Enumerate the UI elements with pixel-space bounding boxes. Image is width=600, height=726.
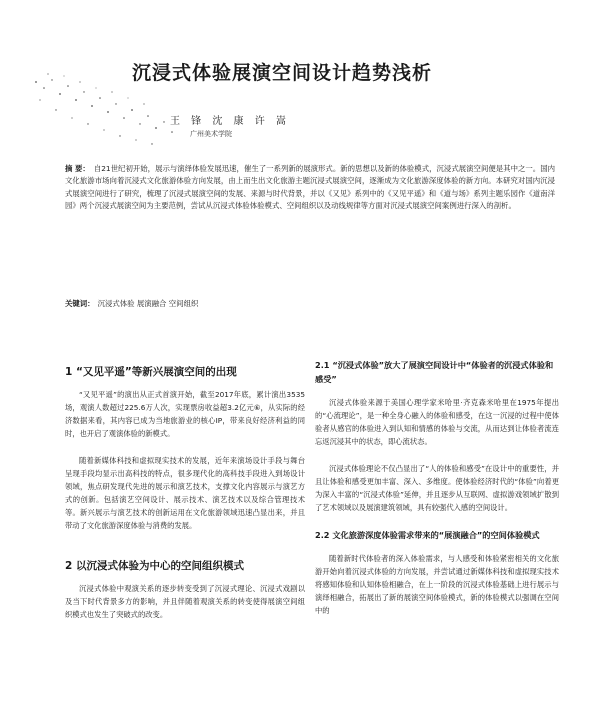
section-2-2-heading: 2.2 文化旅游深度体验需求带来的“展演融合”的空间体验模式 xyxy=(315,530,540,540)
section-1-paragraph-2: 随着新媒体科技和虚拟现实技术的发展，近年来演场设计手段与舞台呈现手段均显示出高科技的特点，很多现代化的高科技手段进入到场设计领域，焦点研发现代先进的展示和演艺技术，支撑文化内容展示与演艺方式的创新。包括演艺空间设计、展示技术、演艺技术以及综合管理技术等。新兴展示与演艺技术的创新运用在文化旅游领域迅速凸显出来，并且带动了文化旅游深度体验与消费的发展。 xyxy=(65,456,305,530)
paper-authors: 王 锋 沈 康 许 嵩 xyxy=(170,116,290,127)
paper-affiliation: 广州美术学院 xyxy=(190,130,232,138)
section-2-1-paragraph-1: 沉浸式体验来源于美国心理学家米哈里·齐克森米哈里在1975年提出的“心流理论”，是一种全身心融入的体验和感受，在这一沉浸的过程中使体验者从感官的体验进入到认知和情感的体验与交流，从而达到让体验者流连忘返沉浸其中的状态，即心流状态。 xyxy=(315,398,559,446)
section-1-heading: 1 “又见平遥”等新兴展演空间的出现 xyxy=(65,366,237,378)
section-2-1-heading: 2.1 “沉浸式体验”放大了展演空间设计中“体验者的沉浸式体验和感受” xyxy=(315,360,554,384)
section-2-2-paragraph-1: 随着新时代体验者的深入体验需求，与人感受和体验紧密相关的文化旅游开始向着沉浸式体验的方向发展，并尝试通过新媒体科技和虚拟现实技术将感知体验和认知体验相融合，在上一阶段的沉浸式体验基础上进行展示与演绎相融合，拓展出了新的展演空间体验模式，新的体验模式以强调在空间中的 xyxy=(315,554,559,615)
keywords-label: 关键词： xyxy=(65,299,95,308)
section-2-1-paragraph-2: 沉浸式体验理论不仅凸显出了“人的体验和感受”在设计中的重要性，并且让体验和感受更加丰富、深入、多维度。使体验经济时代的“体验”向着更为深入丰富的“沉浸式体验”延伸，并且逐步从互联网、虚拟游戏领域扩散到了艺术领域以及展演建筑领域，具有较强代入感的空间设计。 xyxy=(315,464,559,512)
abstract-label: 摘 要： xyxy=(65,164,90,173)
abstract-text: 自21世纪初开始，展示与演绎体验发展迅速，催生了一系列新的展演形式。新的思想以及新的体验模式，沉浸式展演空间便是其中之一。国内文化旅游市场向着沉浸式文化旅游体验方向发展，由上而生出文化旅游主题沉浸式展演空间，逐渐成为文化旅游深度体验的新方向。本研究对国内沉浸式展演空间进行了研究，梳理了沉浸式展演空间的发展、来源与时代背景，并以《又见》系列中的《又见平遥》和《道与场》系列主题乐园作《道南洋园》两个沉浸式展演空间为主要范例，尝试从沉浸式体验体验模式、空间组织以及动线规律等方面对沉浸式展演空间案例进行深入的剖析。 xyxy=(65,164,555,211)
paper-title: 沉浸式体验展演空间设计趋势浅析 xyxy=(132,62,433,84)
section-2-paragraph-1: 沉浸式体验中观演关系的逐步转变受到了沉浸式理论、沉浸式戏剧以及当下时代背景多方的影响，并且伴随着观演关系的转变使得展演空间组织模式也发生了突破式的改变。 xyxy=(65,584,305,619)
left-column xyxy=(65,364,305,635)
abstract xyxy=(65,163,555,213)
section-1-paragraph-1: “又见平遥”的演出从正式首演开始，截至2017年底，累计演出3535场，观演人数超过225.6万人次，实现票房收益超3.2亿元⑥，从实际的经济数据来看，其内容已成为当地旅游业的核心IP，带来良好经济利益的同时，也开启了观演体验的新模式。 xyxy=(65,390,305,438)
keywords xyxy=(65,298,555,309)
keywords-text: 沉浸式体验 展演融合 空间组织 xyxy=(97,299,199,308)
right-column xyxy=(315,358,559,631)
section-2-heading: 2 以沉浸式体验为中心的空间组织模式 xyxy=(65,560,244,572)
